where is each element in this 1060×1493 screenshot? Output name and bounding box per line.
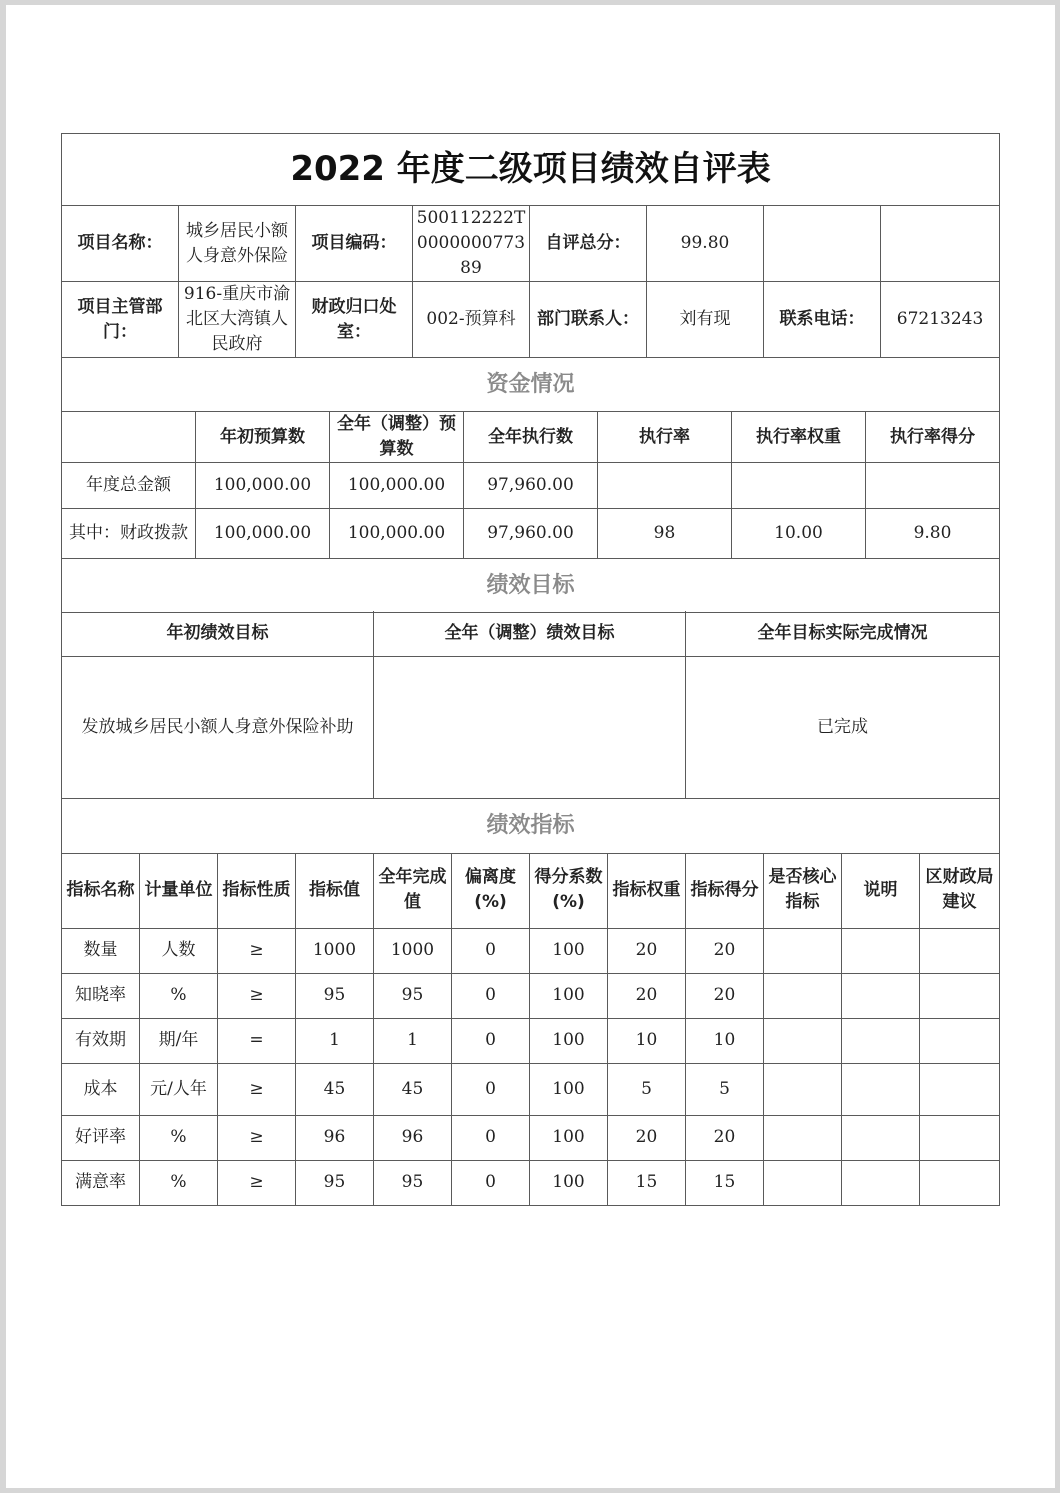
table-row	[62, 973, 1000, 1018]
table-cell: 45	[296, 1063, 374, 1115]
contact-label: 部门联系人：	[530, 282, 647, 358]
phone-value: 67213243	[881, 282, 1000, 358]
table-cell: 100,000.00	[330, 509, 464, 559]
table-cell	[842, 1115, 920, 1160]
table-cell: ≥	[218, 928, 296, 973]
goals-adjusted-value	[374, 656, 686, 798]
table-cell: 20	[686, 973, 764, 1018]
table-row	[62, 928, 1000, 973]
indicator-header-cell: 指标权重	[608, 853, 686, 928]
table-cell	[764, 973, 842, 1018]
table-cell: 成本	[62, 1063, 140, 1115]
table-cell: ≥	[218, 973, 296, 1018]
table-cell: 5	[686, 1063, 764, 1115]
funds-header-cell: 年初预算数	[196, 412, 330, 463]
table-cell: 10.00	[732, 509, 866, 559]
table-cell: 0	[452, 928, 530, 973]
table-cell: 95	[374, 973, 452, 1018]
table-cell: 15	[608, 1160, 686, 1205]
funds-header-cell: 全年执行数	[464, 412, 598, 463]
table-cell: 0	[452, 1115, 530, 1160]
table-cell: 9.80	[866, 509, 1000, 559]
project-code-label: 项目编码：	[296, 206, 413, 282]
table-cell: 100	[530, 1063, 608, 1115]
table-cell	[842, 1160, 920, 1205]
table-cell: 1	[296, 1018, 374, 1063]
table-cell	[764, 1018, 842, 1063]
table-cell: =	[218, 1018, 296, 1063]
table-cell: 0	[452, 973, 530, 1018]
self-score-label: 自评总分：	[530, 206, 647, 282]
table-cell	[842, 1018, 920, 1063]
table-cell: 98	[598, 509, 732, 559]
table-cell	[842, 928, 920, 973]
table-cell: 100	[530, 1115, 608, 1160]
table-cell: 0	[452, 1018, 530, 1063]
indicators-section-title: 绩效指标	[62, 798, 1000, 853]
table-cell: 20	[608, 973, 686, 1018]
table-cell: 期/年	[140, 1018, 218, 1063]
table-cell: 45	[374, 1063, 452, 1115]
empty-cell	[764, 206, 881, 282]
table-cell: 20	[608, 928, 686, 973]
indicator-header-cell: 指标值	[296, 853, 374, 928]
funds-header-cell: 全年（调整）预算数	[330, 412, 464, 463]
table-row	[62, 1063, 1000, 1115]
table-cell: 96	[374, 1115, 452, 1160]
indicator-header-cell: 指标性质	[218, 853, 296, 928]
table-cell	[842, 1063, 920, 1115]
empty-cell	[881, 206, 1000, 282]
indicator-header-cell: 偏离度(%)	[452, 853, 530, 928]
table-row	[62, 1018, 1000, 1063]
table-cell: 1	[374, 1018, 452, 1063]
table-cell: ≥	[218, 1063, 296, 1115]
project-name-value: 城乡居民小额人身意外保险	[179, 206, 296, 282]
project-code-value: 500112222T000000077389	[413, 206, 530, 282]
indicator-header-cell: 说明	[842, 853, 920, 928]
indicator-header-cell: 区财政局建议	[920, 853, 1000, 928]
table-cell: 年度总金额	[62, 463, 196, 509]
table-cell: 97,960.00	[464, 509, 598, 559]
funds-table	[61, 412, 1000, 613]
table-cell: ≥	[218, 1115, 296, 1160]
goals-header-adjusted: 全年（调整）绩效目标	[374, 611, 686, 656]
table-cell: 96	[296, 1115, 374, 1160]
phone-label: 联系电话：	[764, 282, 881, 358]
table-cell: 10	[608, 1018, 686, 1063]
document-page	[6, 5, 1055, 1488]
goals-header-initial: 年初绩效目标	[62, 611, 374, 656]
funds-header-cell: 执行率权重	[732, 412, 866, 463]
table-cell	[764, 1063, 842, 1115]
table-cell: 100	[530, 973, 608, 1018]
indicator-header-cell: 全年完成值	[374, 853, 452, 928]
table-cell: 100	[530, 1160, 608, 1205]
self-score-value: 99.80	[647, 206, 764, 282]
table-cell: 100	[530, 928, 608, 973]
table-cell: 有效期	[62, 1018, 140, 1063]
indicator-header-cell: 是否核心指标	[764, 853, 842, 928]
table-cell	[764, 1115, 842, 1160]
funds-header-cell: 执行率	[598, 412, 732, 463]
goals-section-title: 绩效目标	[62, 559, 1000, 613]
table-cell: 0	[452, 1063, 530, 1115]
table-cell: 20	[686, 928, 764, 973]
indicator-header-cell: 得分系数(%)	[530, 853, 608, 928]
dept-value: 916-重庆市渝北区大湾镇人民政府	[179, 282, 296, 358]
finance-office-label: 财政归口处室：	[296, 282, 413, 358]
table-cell: 20	[608, 1115, 686, 1160]
indicator-header-cell: 指标得分	[686, 853, 764, 928]
table-cell: 100,000.00	[196, 509, 330, 559]
table-cell: 15	[686, 1160, 764, 1205]
page-title: 2022 年度二级项目绩效自评表	[62, 134, 1000, 206]
table-cell: 数量	[62, 928, 140, 973]
table-row	[62, 1160, 1000, 1205]
table-cell	[920, 1063, 1000, 1115]
table-cell	[866, 463, 1000, 509]
table-cell: ≥	[218, 1160, 296, 1205]
table-cell	[920, 928, 1000, 973]
table-cell: 1000	[296, 928, 374, 973]
goals-header-actual: 全年目标实际完成情况	[686, 611, 1000, 656]
table-cell	[842, 973, 920, 1018]
table-cell	[920, 1115, 1000, 1160]
table-cell: 人数	[140, 928, 218, 973]
table-cell: 95	[296, 973, 374, 1018]
table-cell: 95	[296, 1160, 374, 1205]
table-cell	[920, 1018, 1000, 1063]
table-cell	[764, 1160, 842, 1205]
indicators-body	[62, 928, 1000, 1205]
table-cell	[732, 463, 866, 509]
table-cell	[920, 1160, 1000, 1205]
table-cell: %	[140, 1115, 218, 1160]
finance-office-value: 002-预算科	[413, 282, 530, 358]
table-cell: 1000	[374, 928, 452, 973]
info-table	[61, 133, 1000, 412]
table-cell	[598, 463, 732, 509]
table-cell: 知晓率	[62, 973, 140, 1018]
table-cell: 0	[452, 1160, 530, 1205]
table-cell: 100	[530, 1018, 608, 1063]
table-cell: 10	[686, 1018, 764, 1063]
table-cell: %	[140, 1160, 218, 1205]
indicator-header-cell: 指标名称	[62, 853, 140, 928]
table-cell: 95	[374, 1160, 452, 1205]
table-cell: 元/人年	[140, 1063, 218, 1115]
table-row	[62, 463, 1000, 509]
goals-initial-value: 发放城乡居民小额人身意外保险补助	[62, 656, 374, 798]
table-row	[62, 509, 1000, 559]
table-cell: 100,000.00	[330, 463, 464, 509]
goals-actual-value: 已完成	[686, 656, 1000, 798]
table-cell: 满意率	[62, 1160, 140, 1205]
table-cell: %	[140, 973, 218, 1018]
goals-table	[61, 611, 1000, 854]
funds-section-title: 资金情况	[62, 358, 1000, 412]
project-name-label: 项目名称：	[62, 206, 179, 282]
indicator-header-cell: 计量单位	[140, 853, 218, 928]
table-cell: 其中：财政拨款	[62, 509, 196, 559]
funds-header-cell	[62, 412, 196, 463]
contact-value: 刘有现	[647, 282, 764, 358]
table-cell: 20	[686, 1115, 764, 1160]
funds-header-cell: 执行率得分	[866, 412, 1000, 463]
table-cell: 好评率	[62, 1115, 140, 1160]
table-cell	[764, 928, 842, 973]
table-cell: 5	[608, 1063, 686, 1115]
table-cell: 97,960.00	[464, 463, 598, 509]
indicators-table	[61, 853, 1000, 1206]
table-cell: 100,000.00	[196, 463, 330, 509]
dept-label: 项目主管部门：	[62, 282, 179, 358]
table-cell	[920, 973, 1000, 1018]
table-row	[62, 1115, 1000, 1160]
